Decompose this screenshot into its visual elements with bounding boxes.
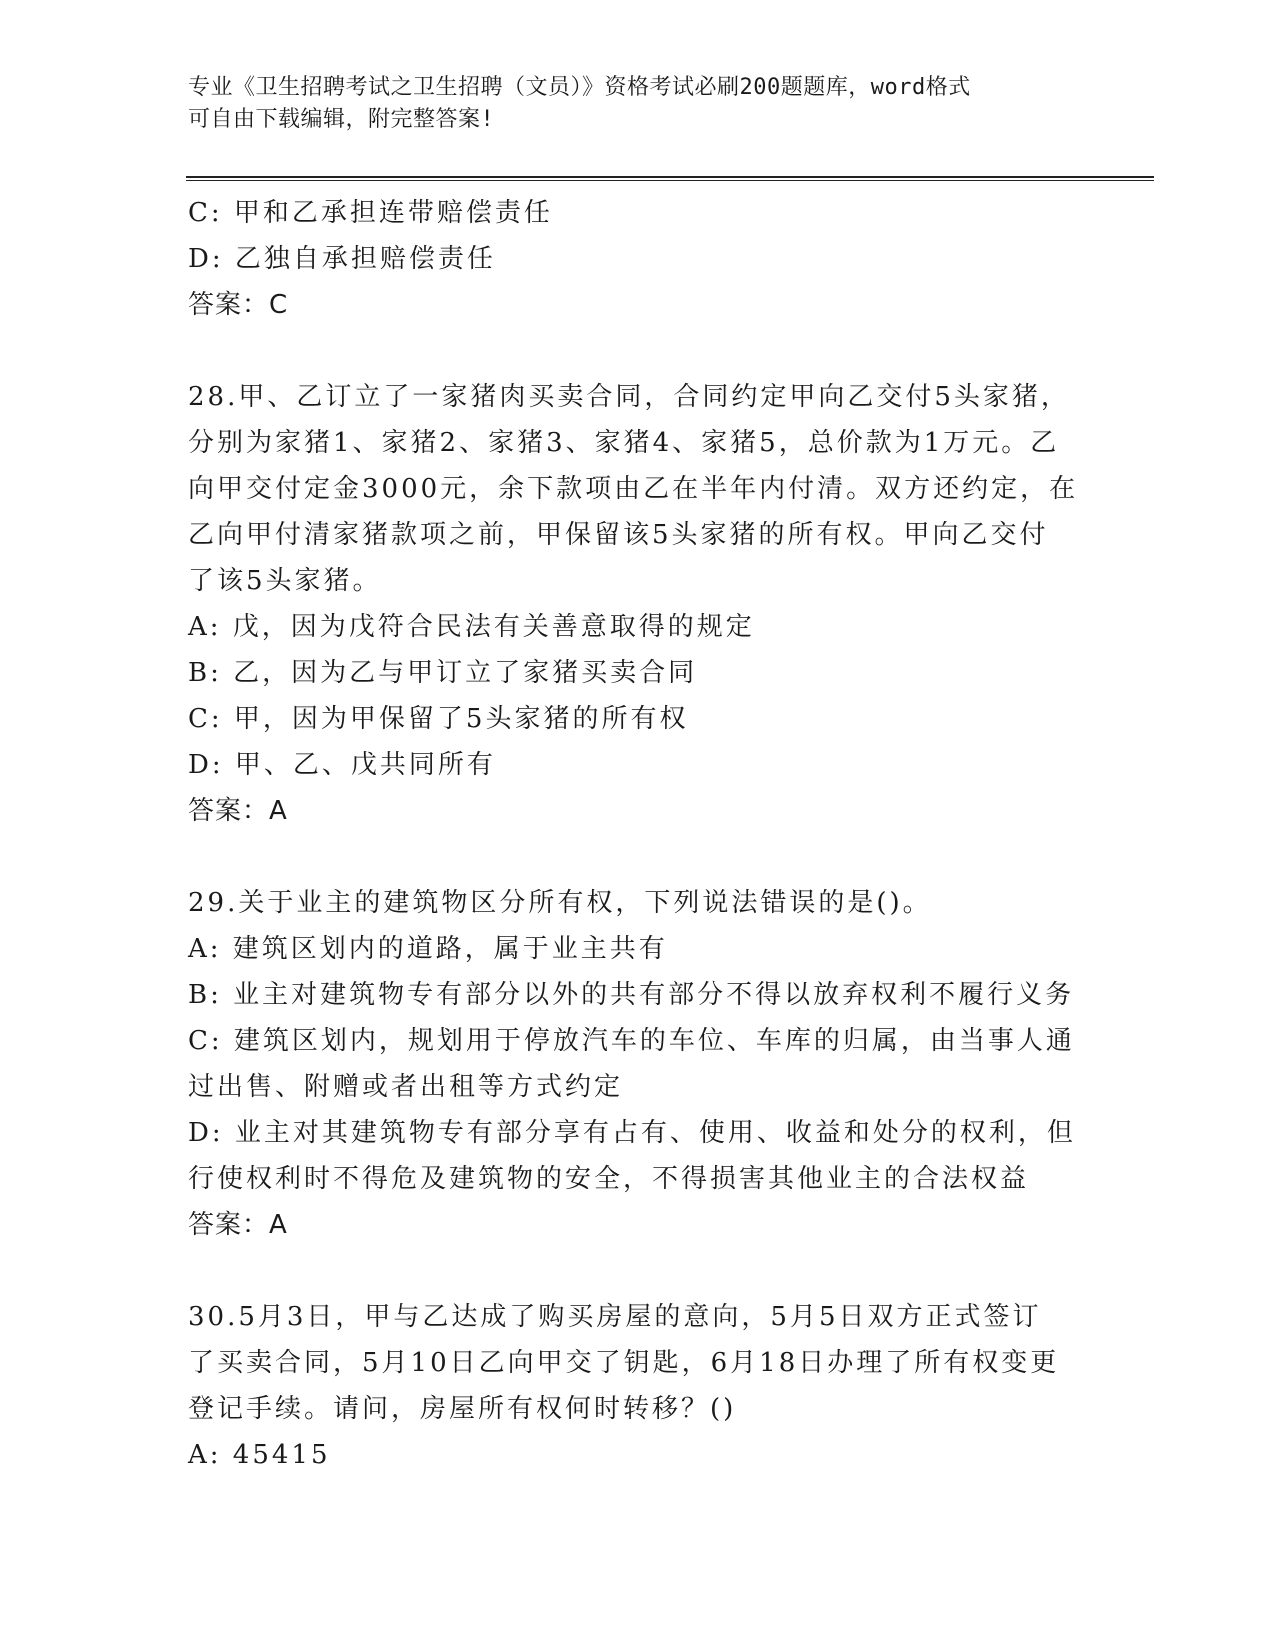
question-text-line: 登记手续。请问，房屋所有权何时转移？() [188, 1394, 737, 1424]
option-a: A: 45415 [188, 1440, 331, 1470]
question-text-line: 了该5头家猪。 [188, 566, 382, 596]
header-line-2: 可自由下载编辑，附完整答案! [188, 107, 495, 132]
option-d: D: 乙独自承担赔偿责任 [188, 244, 496, 274]
option-a: A: 建筑区划内的道路，属于业主共有 [188, 934, 668, 964]
option-c: C: 甲和乙承担连带赔偿责任 [188, 198, 553, 228]
header-divider [186, 176, 1154, 182]
question-text-line: 30.5月3日，甲与乙达成了购买房屋的意向，5月5日双方正式签订 [188, 1302, 1042, 1332]
option-c-continued: 过出售、附赠或者出租等方式约定 [188, 1072, 624, 1102]
option-d: D: 甲、乙、戊共同所有 [188, 750, 496, 780]
question-text-line: 29.关于业主的建筑物区分所有权，下列说法错误的是()。 [188, 888, 932, 918]
question-text-line: 28.甲、乙订立了一家猪肉买卖合同，合同约定甲向乙交付5头家猪， [188, 382, 1070, 412]
option-c: C: 建筑区划内，规划用于停放汽车的车位、车库的归属，由当事人通 [188, 1026, 1075, 1056]
question-text-line: 分别为家猪1、家猪2、家猪3、家猪4、家猪5，总价款为1万元。乙 [188, 428, 1060, 458]
option-d: D: 业主对其建筑物专有部分享有占有、使用、收益和处分的权利，但 [188, 1118, 1076, 1148]
header-line-1: 专业《卫生招聘考试之卫生招聘（文员）》资格考试必刷200题题库，word格式 [188, 75, 971, 100]
answer-text: 答案：A [188, 1210, 288, 1240]
option-c: C: 甲，因为甲保留了5头家猪的所有权 [188, 704, 689, 734]
question-text-line: 了买卖合同，5月10日乙向甲交了钥匙，6月18日办理了所有权变更 [188, 1348, 1060, 1378]
question-29 [188, 880, 1088, 1248]
question-28 [188, 374, 1088, 834]
answer-text: 答案：C [188, 290, 289, 320]
answer-text: 答案：A [188, 796, 288, 826]
option-b: B: 乙，因为乙与甲订立了家猪买卖合同 [188, 658, 698, 688]
document-header [188, 72, 1068, 136]
question-content [188, 190, 1088, 1478]
option-b: B: 业主对建筑物专有部分以外的共有部分不得以放弃权利不履行义务 [188, 980, 1075, 1010]
question-text-line: 向甲交付定金3000元，余下款项由乙在半年内付清。双方还约定，在 [188, 474, 1079, 504]
option-d-continued: 行使权利时不得危及建筑物的安全，不得损害其他业主的合法权益 [188, 1164, 1030, 1194]
option-a: A: 戊，因为戊符合民法有关善意取得的规定 [188, 612, 755, 642]
prev-question [188, 190, 1088, 328]
question-text-line: 乙向甲付清家猪款项之前，甲保留该5头家猪的所有权。甲向乙交付 [188, 520, 1049, 550]
question-30 [188, 1294, 1088, 1478]
